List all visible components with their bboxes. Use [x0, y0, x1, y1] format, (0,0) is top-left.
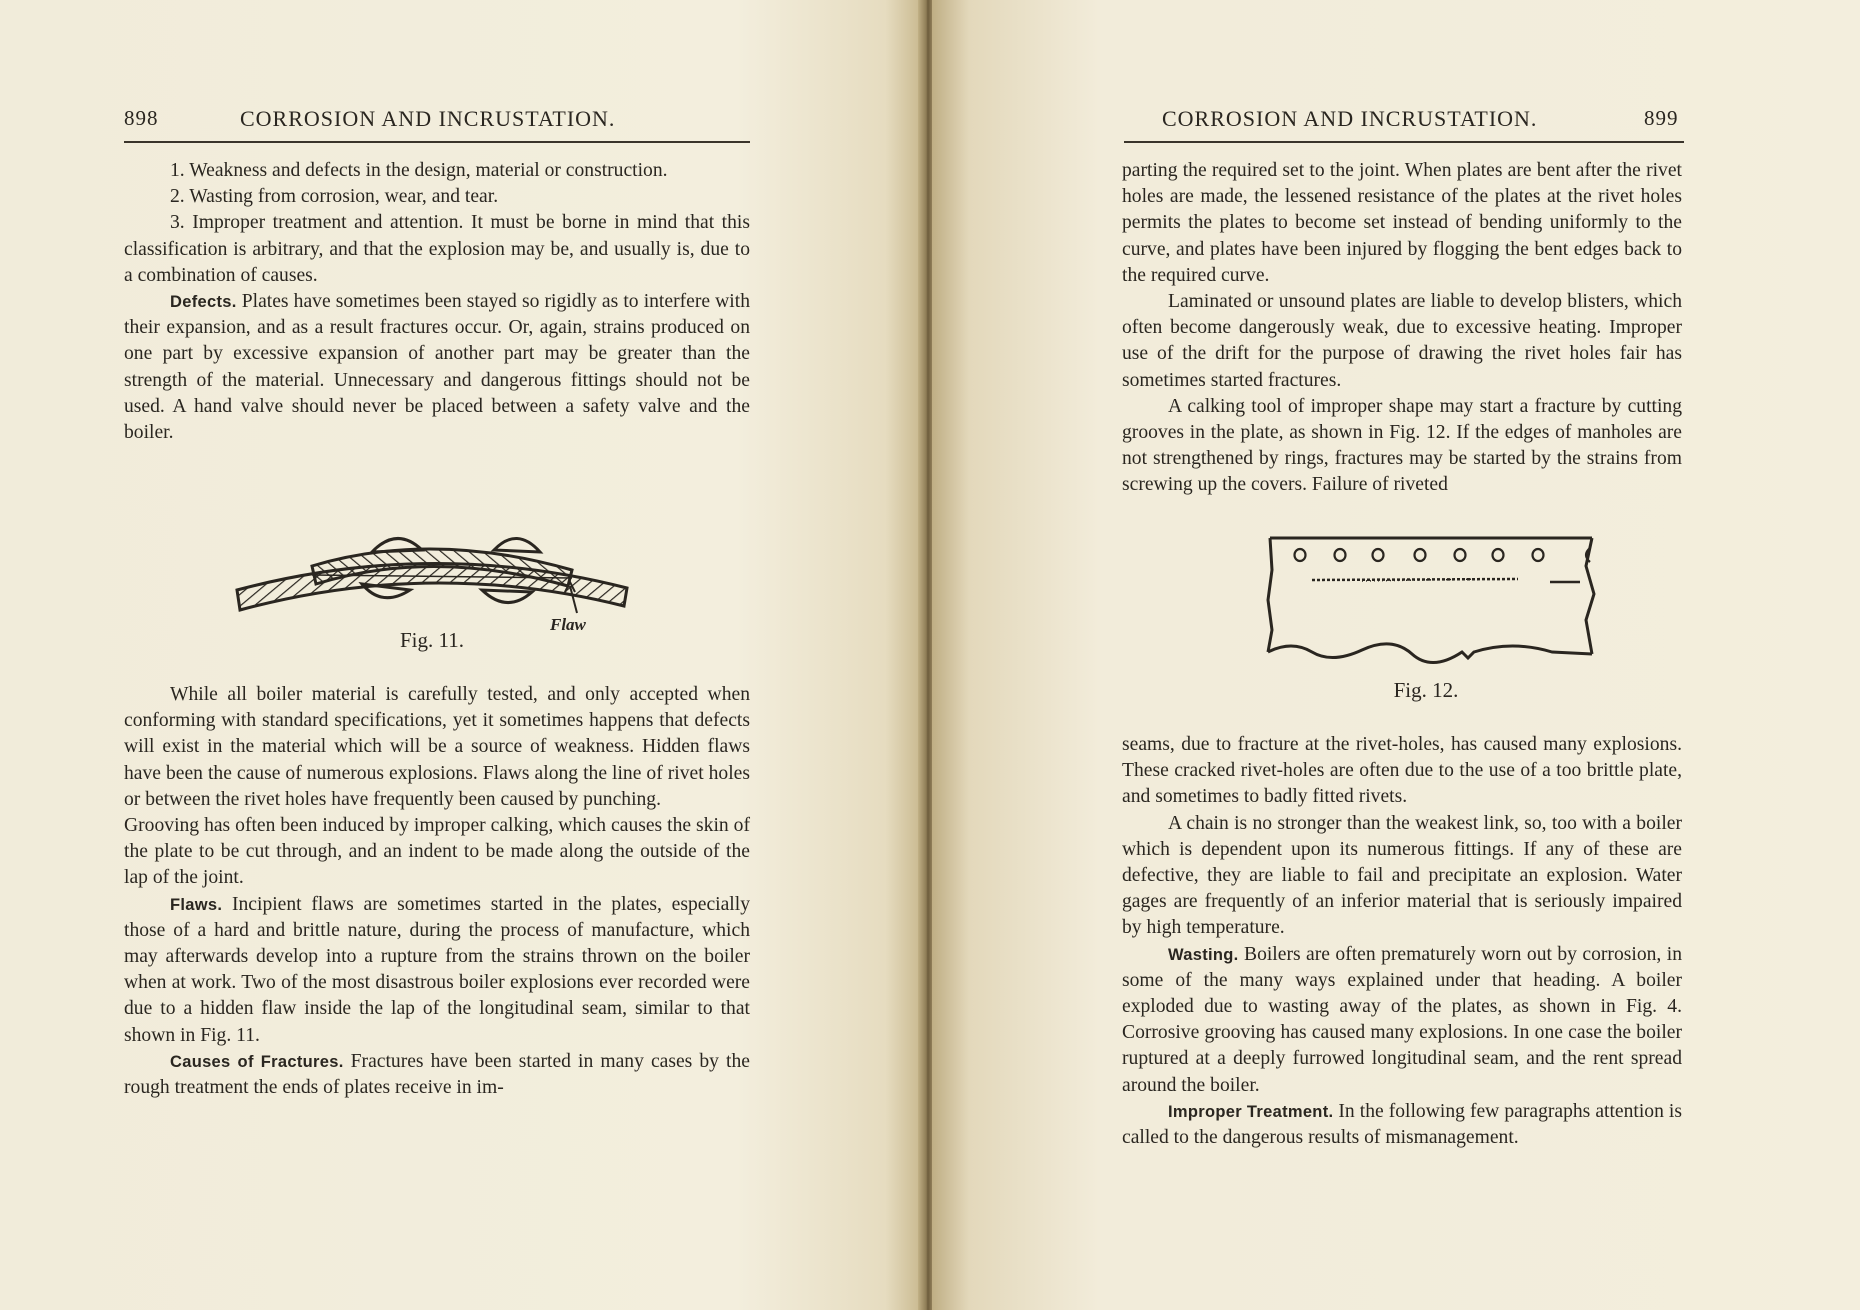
fig-12-drawing	[1262, 530, 1602, 665]
right-page-number: 899	[1644, 106, 1679, 130]
left-page-number: 898	[124, 106, 159, 130]
flaws-text: Incipient flaws are sometimes started in the plates, especially those of a hard and brittle nature, during the process of manufacture, which may afterwards develop into a rupture from the strains thrown on the boiler when at work. Two of the most disastrous boiler explosions ever recorded were due to a hidden flaw inside the lap of the longitudinal seam, similar to that shown in Fig. 11.	[124, 893, 750, 1046]
left-running-head: CORROSION AND INCRUSTATION.	[240, 106, 616, 131]
calking-paragraph: A calking tool of improper shape may start a fracture by cutting grooves in the plate, as shown in Fig. 12. If the edges of manholes are not strengthened by rings, fractures may be started by the strains from screwing up the covers. Failure of riveted	[1122, 395, 1682, 496]
wasting-heading: Wasting.	[1168, 945, 1239, 964]
left-text-top	[124, 158, 750, 446]
left-header-rule	[124, 141, 750, 143]
list-item-2: 2. Wasting from corrosion, wear, and tear.	[170, 186, 499, 208]
causes-text: Fractures have been started in many cases by the rough treatment the ends of plates receive in im-	[124, 1050, 750, 1099]
improper-heading: Improper Treatment.	[1168, 1102, 1334, 1121]
right-text-top	[1122, 158, 1682, 499]
causes-paragraph	[124, 1049, 750, 1101]
causes-heading: Causes of Fractures.	[170, 1052, 344, 1071]
chain-paragraph: A chain is no stronger than the weakest link, so, too with a boiler which is dependent upon its numerous fittings. If any of these are defective, they are liable to fail and precipitate an explosion. Water gages are frequently of an inferior material that is seriously impaired by high temperature.	[1122, 812, 1682, 939]
laminated-paragraph: Laminated or unsound plates are liable to develop blisters, which often become dangerously weak, due to excessive heating. Improper use of the drift for the purpose of drawing the rivet holes fair has sometimes started fractures.	[1122, 291, 1682, 391]
defects-paragraph	[124, 289, 750, 446]
fig-11-flaw-label: Flaw	[550, 615, 586, 633]
grooving-paragraph: Grooving has often been induced by improper calking, which causes the skin of the plate to be cut through, and an indent to be made along the outside of the lap of the joint.	[124, 815, 750, 889]
left-header	[124, 106, 750, 136]
right-header-rule	[1124, 141, 1684, 143]
list-item-1: 1. Weakness and defects in the design, material or construction.	[170, 160, 668, 181]
fig-11-drawing	[232, 518, 632, 633]
defects-text: Plates have sometimes been stayed so rigidly as to interfere with their expansion, and as a result fractures occur. Or, again, strains produced on one part by excessive expansion of another part may be greater than the strength of the material. Unnecessary and dangerous fittings should not be used. A hand valve should never be placed between a safety valve and the boiler.	[124, 291, 750, 444]
right-running-head: CORROSION AND INCRUSTATION.	[1162, 106, 1538, 131]
right-text-bottom	[1122, 732, 1682, 1151]
improper-paragraph	[1122, 1099, 1682, 1151]
wasting-text: Boilers are often prematurely worn out by corrosion, in some of the many ways explained under that heading. A boiler exploded due to wasting away of the plates, as shown in Fig. 4. Corrosive grooving has caused many explosions. In one case the boiler ruptured at a deeply furrowed longitudinal seam, and the rent spread around the boiler.	[1122, 943, 1682, 1096]
improper-text: In the following few paragraphs attention is called to the dangerous results of mismanagement.	[1122, 1100, 1682, 1149]
list-item-3: 3. Improper treatment and attention. It must be borne in mind that this classification is arbitrary, and that the explosion may be, and usually is, due to a combination of causes.	[124, 212, 750, 286]
flaws-heading: Flaws.	[170, 895, 223, 914]
seams-paragraph: seams, due to fracture at the rivet-holes, has caused many explosions. These cracked rivet-holes are often due to the use of a too brittle plate, and sometimes to badly fitted rivets.	[1122, 734, 1682, 808]
parting-paragraph: parting the required set to the joint. When plates are bent after the rivet holes are made, the lessened resistance of the plates at the rivet holes permits the plates to become set instead of bending uniformly to the curve, and plates have been injured by flogging the bent edges back to the required curve.	[1122, 160, 1682, 286]
right-page	[932, 0, 1860, 1310]
left-text-bottom	[124, 682, 750, 1101]
flaws-paragraph	[124, 892, 750, 1049]
material-paragraph: While all boiler material is carefully tested, and only accepted when conforming with standard specifications, yet it sometimes happens that defects will exist in the material which will be a source of weakness. Hidden flaws have been the cause of numerous explosions. Flaws along the line of rivet holes or between the rivet holes have frequently been caused by punching.	[124, 684, 750, 810]
wasting-paragraph	[1122, 942, 1682, 1099]
fig-12-caption: Fig. 12.	[1393, 678, 1459, 702]
fig-11-caption: Fig. 11.	[400, 628, 464, 652]
left-page	[0, 0, 922, 1310]
right-header	[1124, 106, 1684, 136]
defects-heading: Defects.	[170, 293, 237, 312]
